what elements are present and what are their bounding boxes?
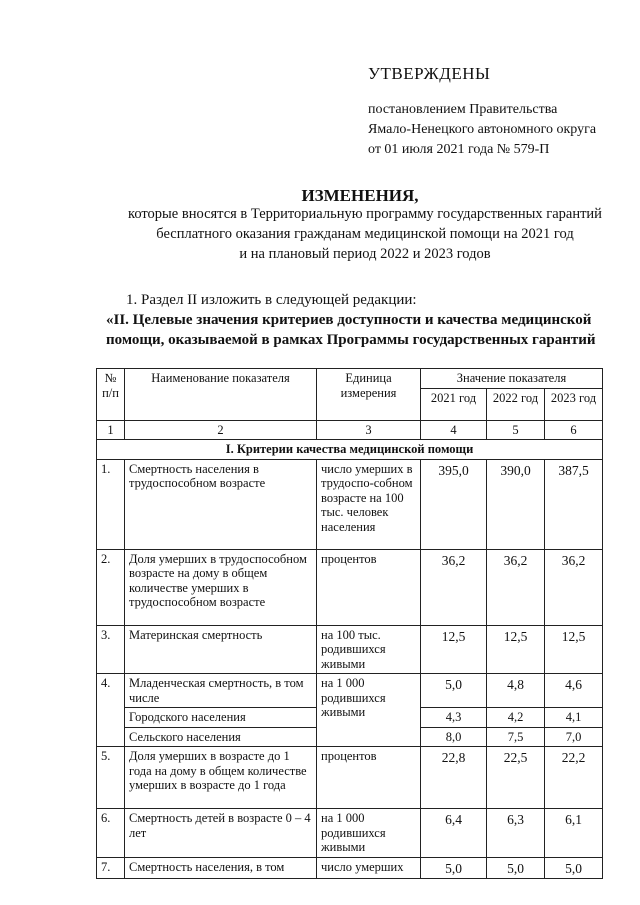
row-value-2022: 12,5	[487, 625, 545, 674]
colnum-6: 6	[545, 420, 603, 440]
table-row	[97, 747, 603, 809]
row-value-2021: 5,0	[421, 857, 487, 879]
row-value-2023: 12,5	[545, 625, 603, 674]
row-value-2023: 5,0	[545, 857, 603, 879]
document-subtitle-1: которые вносятся в Территориальную программу государственных гарантий	[128, 206, 602, 222]
row-name: Доля умерших в трудоспособном возрасте на дому в общем количестве умерших в трудоспособном возрасте	[125, 549, 317, 625]
row-unit: на 1 000 родившихся живыми	[317, 809, 421, 858]
row-no: 7.	[97, 857, 125, 879]
row-value-2021: 4,3	[421, 708, 487, 728]
table-row	[97, 809, 603, 858]
document-title: ИЗМЕНЕНИЯ,	[301, 186, 419, 205]
row-name: Городского населения	[125, 708, 317, 728]
document-subtitle-3: и на плановый период 2022 и 2023 годов	[239, 246, 491, 262]
row-name: Материнская смертность	[125, 625, 317, 674]
header-value: Значение показателя	[421, 369, 603, 389]
table-row	[97, 625, 603, 674]
criteria-table	[96, 368, 603, 879]
approved-line-3: от 01 июля 2021 года № 579-П	[368, 142, 550, 157]
row-name: Смертность населения, в том	[125, 857, 317, 879]
row-unit: число умерших в трудоспо-собном возрасте на 100 тыс. человек населения	[317, 459, 421, 549]
row-no: 6.	[97, 809, 125, 858]
row-unit: число умерших	[317, 857, 421, 879]
document-subtitle-2: бесплатного оказания гражданам медицинской помощи на 2021 год	[156, 226, 574, 242]
row-value-2021: 12,5	[421, 625, 487, 674]
row-value-2023: 4,6	[545, 674, 603, 708]
table-row	[97, 674, 603, 708]
approved-title: УТВЕРЖДЕНЫ	[368, 64, 491, 83]
row-value-2022: 390,0	[487, 459, 545, 549]
row-unit: процентов	[317, 747, 421, 809]
row-value-2023: 4,1	[545, 708, 603, 728]
header-name: Наименование показателя	[125, 369, 317, 421]
table-row	[97, 857, 603, 879]
header-unit: Единица измерения	[317, 369, 421, 421]
approved-line-2: Ямало-Ненецкого автономного округа	[368, 122, 597, 137]
row-value-2021: 22,8	[421, 747, 487, 809]
row-value-2021: 8,0	[421, 727, 487, 747]
row-name: Смертность населения в трудоспособном возрасте	[125, 459, 317, 549]
colnum-4: 4	[421, 420, 487, 440]
row-no: 1.	[97, 459, 125, 549]
row-value-2021: 36,2	[421, 549, 487, 625]
row-value-2022: 36,2	[487, 549, 545, 625]
colnum-2: 2	[125, 420, 317, 440]
row-value-2022: 7,5	[487, 727, 545, 747]
row-value-2023: 22,2	[545, 747, 603, 809]
colnum-3: 3	[317, 420, 421, 440]
section-intro: 1. Раздел II изложить в следующей редакции:	[126, 292, 417, 308]
section-title-line-1: «II. Целевые значения критериев доступности и качества медицинской	[106, 312, 592, 328]
group-quality-criteria: I. Критерии качества медицинской помощи	[97, 440, 603, 460]
row-no: 5.	[97, 747, 125, 809]
table-row	[97, 459, 603, 549]
row-no: 2.	[97, 549, 125, 625]
header-no: № п/п	[97, 369, 125, 421]
header-2022: 2022 год	[487, 388, 545, 420]
row-value-2023: 6,1	[545, 809, 603, 858]
row-value-2023: 387,5	[545, 459, 603, 549]
colnum-5: 5	[487, 420, 545, 440]
section-title-line-2: помощи, оказываемой в рамках Программы государственных гарантий	[106, 332, 596, 348]
header-2023: 2023 год	[545, 388, 603, 420]
table-row	[97, 549, 603, 625]
row-value-2022: 22,5	[487, 747, 545, 809]
row-value-2022: 6,3	[487, 809, 545, 858]
row-value-2021: 395,0	[421, 459, 487, 549]
approved-line-1: постановлением Правительства	[368, 102, 558, 117]
row-unit: на 100 тыс. родившихся живыми	[317, 625, 421, 674]
row-unit: процентов	[317, 549, 421, 625]
row-value-2023: 7,0	[545, 727, 603, 747]
row-value-2022: 4,8	[487, 674, 545, 708]
row-no: 3.	[97, 625, 125, 674]
colnum-1: 1	[97, 420, 125, 440]
row-name: Смертность детей в возрасте 0 – 4 лет	[125, 809, 317, 858]
row-no: 4.	[97, 674, 125, 747]
row-name: Сельского населения	[125, 727, 317, 747]
row-value-2022: 5,0	[487, 857, 545, 879]
row-unit: на 1 000 родившихся живыми	[317, 674, 421, 747]
row-name: Доля умерших в возрасте до 1 года на дому в общем количестве умерших в возрасте до 1 года	[125, 747, 317, 809]
row-value-2021: 6,4	[421, 809, 487, 858]
row-value-2021: 5,0	[421, 674, 487, 708]
row-value-2023: 36,2	[545, 549, 603, 625]
row-name: Младенческая смертность, в том числе	[125, 674, 317, 708]
row-value-2022: 4,2	[487, 708, 545, 728]
header-2021: 2021 год	[421, 388, 487, 420]
